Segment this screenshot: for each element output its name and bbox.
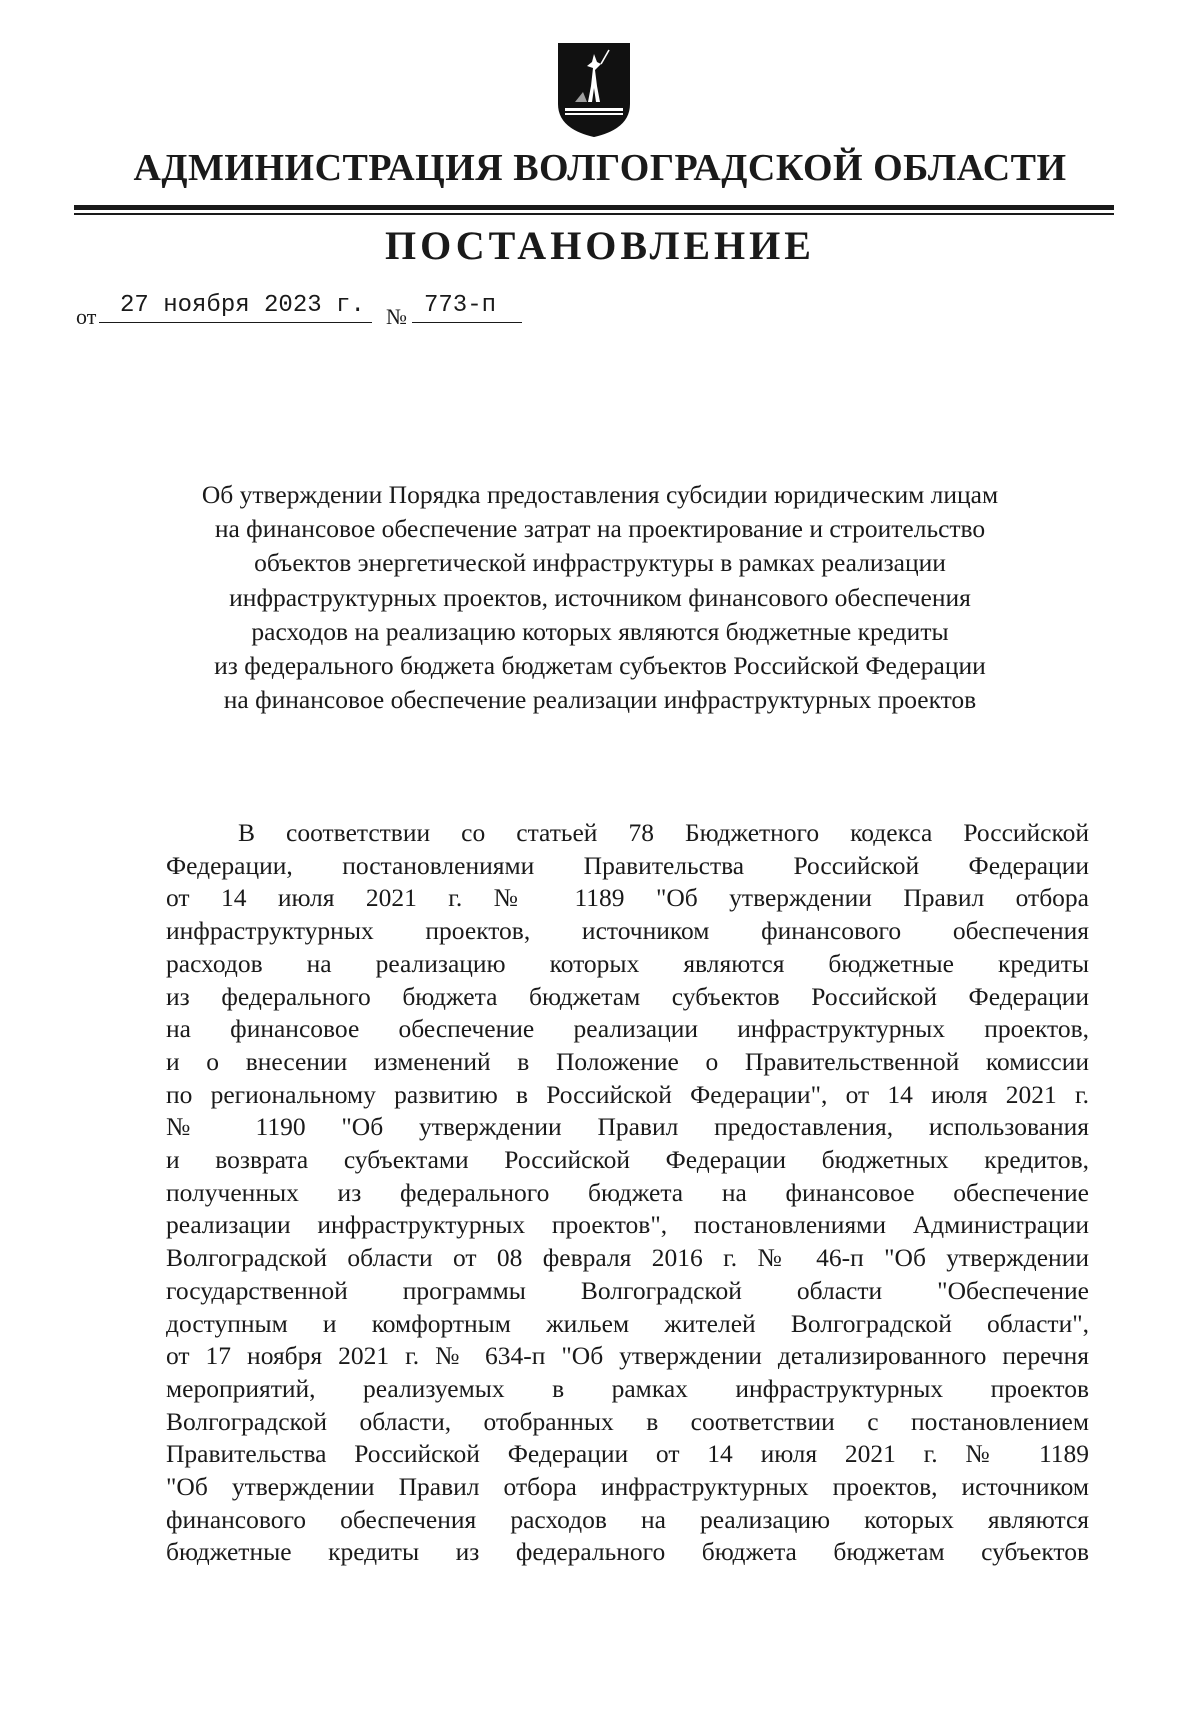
- header-divider-thick: [74, 205, 1114, 210]
- body-line: № 1190 "Об утверждении Правил предоставления, использования: [166, 1112, 1089, 1142]
- header-divider-thin: [74, 213, 1114, 215]
- title-line: на финансовое обеспечение реализации инфраструктурных проектов: [223, 685, 977, 715]
- date-label: от: [76, 304, 97, 329]
- number-label: №: [386, 304, 407, 329]
- body-line: Федерации, постановлениями Правительства Российской Федерации: [166, 850, 1089, 880]
- number-value: 773-п: [424, 292, 497, 319]
- body-line: от 17 ноября 2021 г. № 634-п "Об утверждении детализированного перечня: [166, 1341, 1089, 1371]
- body-line: государственной программы Волгоградской области "Обеспечение: [166, 1275, 1089, 1305]
- date-value: 27 ноября 2023 г.: [120, 292, 365, 319]
- body-line: Волгоградской области от 08 февраля 2016 г. № 46-п "Об утверждении: [166, 1243, 1089, 1273]
- body-line: Правительства Российской Федерации от 14 июля 2021 г. № 1189: [166, 1439, 1089, 1469]
- document-body-paragraph: [166, 817, 1089, 1569]
- date-underline: [99, 322, 372, 323]
- title-line: инфраструктурных проектов, источником финансового обеспечения: [229, 582, 971, 612]
- document-title: [150, 478, 1050, 717]
- title-line: объектов энергетической инфраструктуры в рамках реализации: [254, 548, 946, 578]
- body-line: от 14 июля 2021 г. № 1189 "Об утверждении Правил отбора: [166, 883, 1089, 913]
- body-line: инфраструктурных проектов, источником финансового обеспечения: [166, 916, 1089, 946]
- body-line: финансового обеспечения расходов на реализацию которых являются: [166, 1504, 1089, 1534]
- volgograd-coat-of-arms-icon: [557, 42, 631, 138]
- body-line: и возврата субъектами Российской Федерации бюджетных кредитов,: [166, 1145, 1089, 1175]
- document-type: ПОСТАНОВЛЕНИЕ: [385, 223, 815, 268]
- body-line: по региональному развитию в Российской Федерации", от 14 июля 2021 г.: [166, 1079, 1089, 1109]
- body-line: бюджетные кредиты из федерального бюджета бюджетам субъектов: [166, 1537, 1089, 1567]
- body-line: и о внесении изменений в Положение о Правительственной комиссии: [166, 1046, 1089, 1076]
- organization-name: АДМИНИСТРАЦИЯ ВОЛГОГРАДСКОЙ ОБЛАСТИ: [133, 147, 1067, 189]
- body-line: из федерального бюджета бюджетам субъектов Российской Федерации: [166, 981, 1089, 1011]
- body-line: полученных из федерального бюджета на финансовое обеспечение: [166, 1177, 1089, 1207]
- body-line: мероприятий, реализуемых в рамках инфраструктурных проектов: [166, 1373, 1089, 1403]
- body-line: на финансовое обеспечение реализации инфраструктурных проектов,: [166, 1014, 1089, 1044]
- title-line: расходов на реализацию которых являются бюджетные кредиты: [251, 616, 949, 646]
- title-line: на финансовое обеспечение затрат на проектирование и строительство: [214, 514, 986, 544]
- title-line: Об утверждении Порядка предоставления субсидии юридическим лицам: [201, 480, 999, 509]
- number-underline: [412, 322, 522, 323]
- body-line: реализации инфраструктурных проектов", постановлениями Администрации: [166, 1210, 1089, 1240]
- body-line: Волгоградской области, отобранных в соответствии с постановлением: [166, 1406, 1089, 1436]
- coat-of-arms-emblem: [557, 42, 631, 138]
- body-line: доступным и комфортным жильем жителей Волгоградской области",: [166, 1308, 1089, 1338]
- body-line: В соответствии со статьей 78 Бюджетного кодекса Российской: [238, 818, 1089, 847]
- body-line: расходов на реализацию которых являются бюджетные кредиты: [166, 948, 1089, 978]
- document-meta-row: [0, 292, 1200, 332]
- body-line: "Об утверждении Правил отбора инфраструктурных проектов, источником: [166, 1472, 1089, 1502]
- title-line: из федерального бюджета бюджетам субъектов Российской Федерации: [214, 651, 986, 681]
